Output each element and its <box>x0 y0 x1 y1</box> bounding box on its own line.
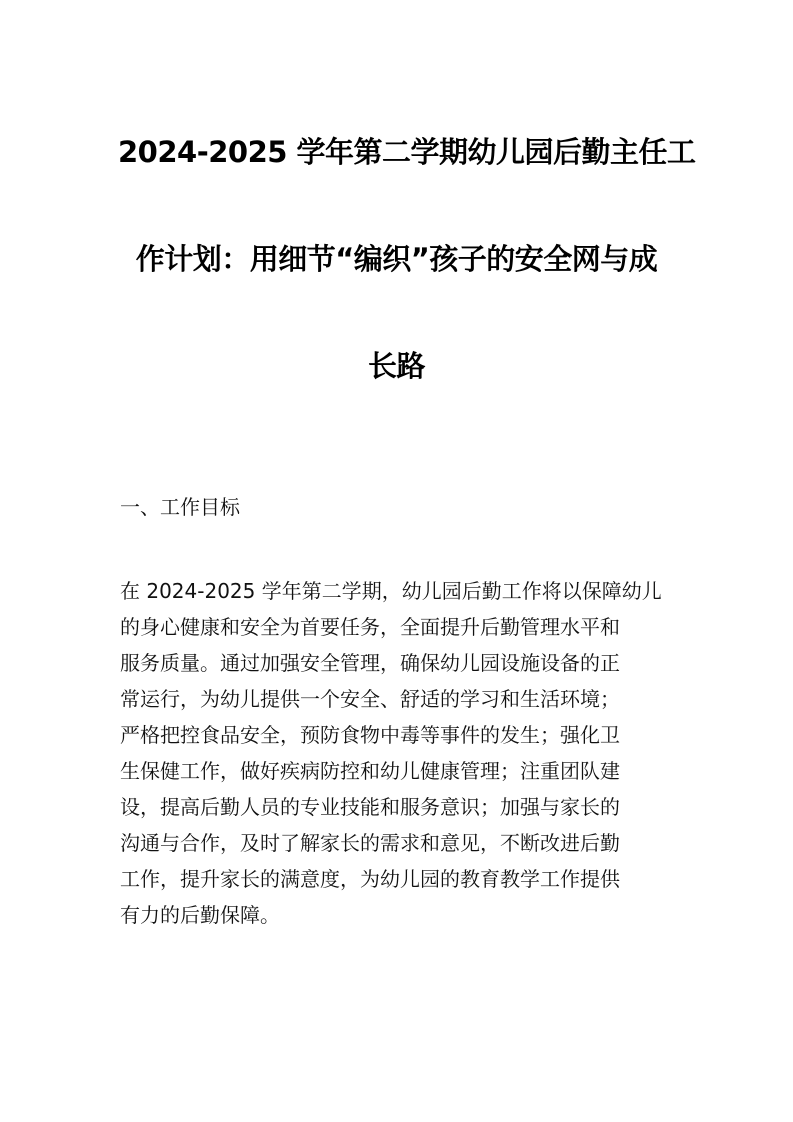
paragraph-line: 设，提高后勤人员的专业技能和服务意识；加强与家长的 <box>120 795 620 819</box>
title-line: 长路 <box>367 349 425 383</box>
paragraph-line: 工作，提升家长的满意度，为幼儿园的教育教学工作提供 <box>120 867 620 891</box>
title-line: 2024-2025 学年第二学期幼儿园后勤主任工 <box>118 135 696 169</box>
paragraph-line: 服务质量。通过加强安全管理，确保幼儿园设施设备的正 <box>120 651 620 675</box>
section-heading: 一、工作目标 <box>120 495 240 519</box>
title-line: 作计划：用细节“编织”孩子的安全网与成 <box>135 242 658 276</box>
body-paragraph <box>120 573 676 933</box>
paragraph-line: 严格把控食品安全，预防食物中毒等事件的发生；强化卫 <box>120 723 620 747</box>
paragraph-line: 在 2024-2025 学年第二学期，幼儿园后勤工作将以保障幼儿 <box>120 579 662 603</box>
paragraph-line: 生保健工作，做好疾病防控和幼儿健康管理；注重团队建 <box>120 759 620 783</box>
paragraph-line: 沟通与合作，及时了解家长的需求和意见，不断改进后勤 <box>120 831 620 855</box>
paragraph-line: 的身心健康和安全为首要任务，全面提升后勤管理水平和 <box>120 615 620 639</box>
paragraph-line: 有力的后勤保障。 <box>120 903 280 927</box>
document-title <box>118 128 696 449</box>
paragraph-line: 常运行，为幼儿提供一个安全、舒适的学习和生活环境； <box>120 687 620 711</box>
